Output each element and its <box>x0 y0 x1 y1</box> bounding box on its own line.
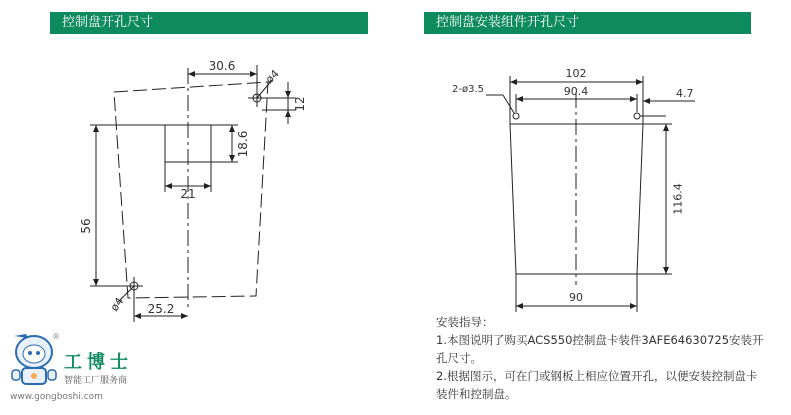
brand-slogan: 智能工厂服务商 <box>64 376 128 386</box>
dim-label-102: 102 <box>565 67 587 80</box>
dim-label-4-7: 4.7 <box>676 87 694 100</box>
kit-right-hole <box>634 113 640 119</box>
instructions-line-2: 2.根据图示，可在门或钢板上相应位置开孔，以便安装控制盘卡装件和控制盘。 <box>436 369 758 401</box>
dim-label-90-4: 90.4 <box>563 85 589 98</box>
dim-label-90: 90 <box>569 291 583 304</box>
brand-url: www.gongboshi.com <box>10 392 103 402</box>
instructions-line-1: 1.本图说明了购买ACS550控制盘卡装件3AFE64630725安装开孔尺寸。 <box>436 333 764 365</box>
dim-label-25-2: 25.2 <box>147 302 175 316</box>
dim-label-holes: 2-ø3.5 <box>452 84 484 95</box>
dim-label-bottom-hole-dia: ø4 <box>107 295 127 314</box>
dim-label-21: 21 <box>180 187 196 201</box>
brand-logo <box>6 330 186 410</box>
dim-label-116-4: 116.4 <box>671 183 685 215</box>
instructions-heading: 安装指导： <box>436 315 494 329</box>
dim-label-18-6: 18.6 <box>236 130 250 158</box>
dim-label-top-hole-dia: ø4 <box>262 67 282 87</box>
left-section-title: 控制盘开孔尺寸 <box>62 15 154 30</box>
dim-label-12: 12 <box>293 96 307 112</box>
kit-left-hole <box>513 113 519 119</box>
brand-name: 工博士 <box>64 352 133 373</box>
dim-label-56: 56 <box>79 218 93 234</box>
installation-instructions <box>436 313 766 403</box>
dim-label-30-6: 30.6 <box>208 59 236 73</box>
registered-mark: ® <box>52 332 60 341</box>
right-section-title: 控制盘安装组件开孔尺寸 <box>436 15 580 30</box>
